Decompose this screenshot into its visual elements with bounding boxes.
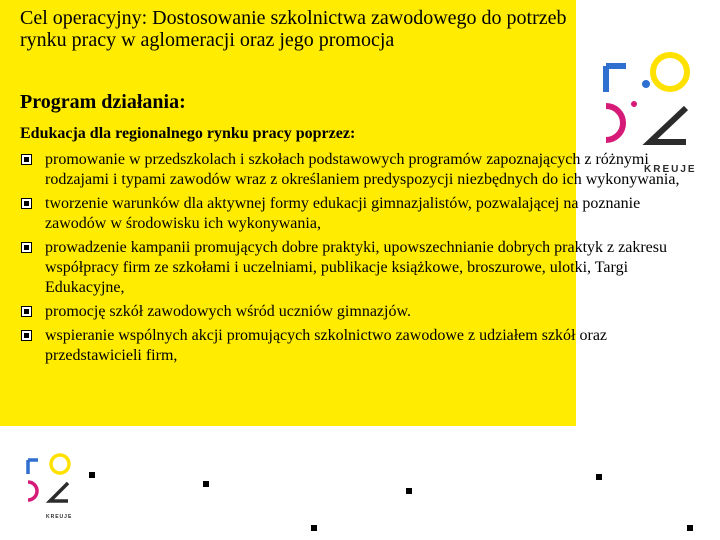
logo-magenta-arc [28,482,37,500]
list-item-text: promowanie w przedszkolach i szkołach podstawowych programów zapoznających z różnymi rodzajami i typami zawodów wraz z określaniem predyspozycji niezbędnych do ich wykonywania, [45,151,680,188]
list-item-text: tworzenie warunków dla aktywnej formy edukacji gimnazjalistów, pozwalającej na poznanie zawodów w środowisku ich wykonywania, [45,195,641,232]
checkbox-bullet-icon [21,154,32,165]
list-item-text: wspieranie wspólnych akcji promujących szkolnictwo zawodowe z udziałem szkół oraz przedstawicieli firm, [45,327,608,364]
decorative-dot [596,474,602,480]
checkbox-bullet-icon [21,330,32,341]
logo-dark-mark [650,108,686,142]
decorative-dot [311,525,317,531]
logo-magenta-arc [606,106,623,140]
logo-yellow-ring [51,455,69,473]
checkbox-bullet-icon [21,306,32,317]
decorative-dot [89,472,95,478]
list-item [20,194,690,234]
decorative-dot [687,525,693,531]
program-heading: Program działania: [20,91,186,113]
action-list [20,150,690,370]
list-item [20,238,690,298]
decorative-dot [203,481,209,487]
logo-dot [631,101,637,107]
kreuje-logo-small [22,448,76,524]
checkbox-bullet-icon [21,198,32,209]
checkbox-bullet-icon [21,242,32,253]
slide-title: Cel operacyjny: Dostosowanie szkolnictwa zawodowego do potrzeb rynku pracy w aglomeracji oraz jego promocja [20,7,567,51]
lead-text: Edukacja dla regionalnego rynku pracy poprzez: [20,125,356,142]
list-item-text: promocję szkół zawodowych wśród uczniów gimnazjów. [45,303,411,320]
logo-dark-mark [50,483,68,501]
logo-dot [642,80,650,88]
list-item-text: prowadzenie kampanii promujących dobre praktyki, upowszechnianie dobrych praktyk z zakresu współpracy firm ze szkołami i uczelniami, publikacje książkowe, broszurowe, ulotki, Targi Edukacyjne, [45,239,667,296]
list-item [20,150,690,190]
kreuje-logo [594,44,702,184]
decorative-dot [406,488,412,494]
logo-yellow-ring [653,55,687,89]
logo-label: KREUJE [644,164,697,175]
list-item [20,302,690,322]
list-item [20,326,690,366]
logo-label: KREUJE [46,514,73,520]
logo-blue-mark [606,66,626,92]
logo-blue-mark [28,460,38,474]
